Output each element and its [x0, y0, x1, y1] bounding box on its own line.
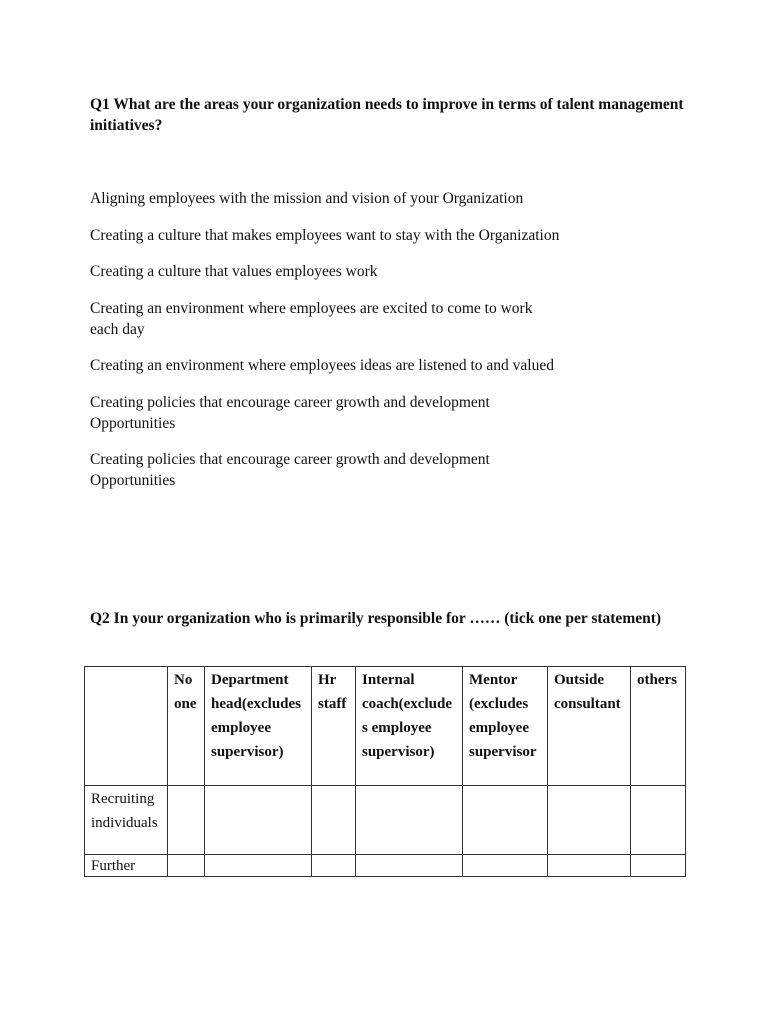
- header-internal-coach: Internal coach(excludes employee supervisor): [356, 667, 463, 786]
- header-others: others: [631, 667, 686, 786]
- q1-option: Creating a culture that values employees work: [90, 263, 378, 280]
- header-department-head: Department head(excludes employee supervisor): [205, 667, 312, 786]
- tick-cell[interactable]: [356, 786, 463, 855]
- header-mentor: Mentor (excludes employee supervisor: [463, 667, 548, 786]
- q1-option: Creating an environment where employees ideas are listened to and valued: [90, 357, 554, 374]
- table-header-row: [85, 667, 686, 786]
- tick-cell[interactable]: [312, 786, 356, 855]
- tick-cell[interactable]: [205, 786, 312, 855]
- q1-option: Creating an environment where employees are excited to come to work each day: [90, 299, 533, 338]
- tick-cell[interactable]: [631, 786, 686, 855]
- header-hr-staff: Hr staff: [312, 667, 356, 786]
- tick-cell[interactable]: [356, 855, 463, 877]
- tick-cell[interactable]: [631, 855, 686, 877]
- header-outside-consultant: Outside consultant: [548, 667, 631, 786]
- tick-cell[interactable]: [548, 786, 631, 855]
- q1-option: Aligning employees with the mission and vision of your Organization: [90, 190, 524, 207]
- row-label: Further: [85, 855, 168, 877]
- q1-option: Creating policies that encourage career growth and development Opportunities: [90, 393, 490, 432]
- question-1-options: [90, 188, 560, 507]
- question-1-title: Q1 What are the areas your organization needs to improve in terms of talent management initiatives?: [90, 96, 684, 134]
- tick-cell[interactable]: [205, 855, 312, 877]
- table-row: [85, 786, 686, 855]
- tick-cell[interactable]: [312, 855, 356, 877]
- tick-cell[interactable]: [463, 786, 548, 855]
- tick-cell[interactable]: [168, 786, 205, 855]
- table-row: [85, 855, 686, 877]
- tick-cell[interactable]: [548, 855, 631, 877]
- question-2-title: Q2 In your organization who is primarily responsible for …… (tick one per statement): [90, 610, 662, 627]
- tick-cell[interactable]: [463, 855, 548, 877]
- header-no-one: No one: [168, 667, 205, 786]
- table-corner-cell: [85, 667, 168, 786]
- row-label: Recruiting individuals: [85, 786, 168, 855]
- responsibility-table: [84, 666, 686, 877]
- q1-option: Creating policies that encourage career growth and development Opportunities: [90, 451, 490, 489]
- q1-option: Creating a culture that makes employees want to stay with the Organization: [90, 226, 560, 244]
- tick-cell[interactable]: [168, 855, 205, 877]
